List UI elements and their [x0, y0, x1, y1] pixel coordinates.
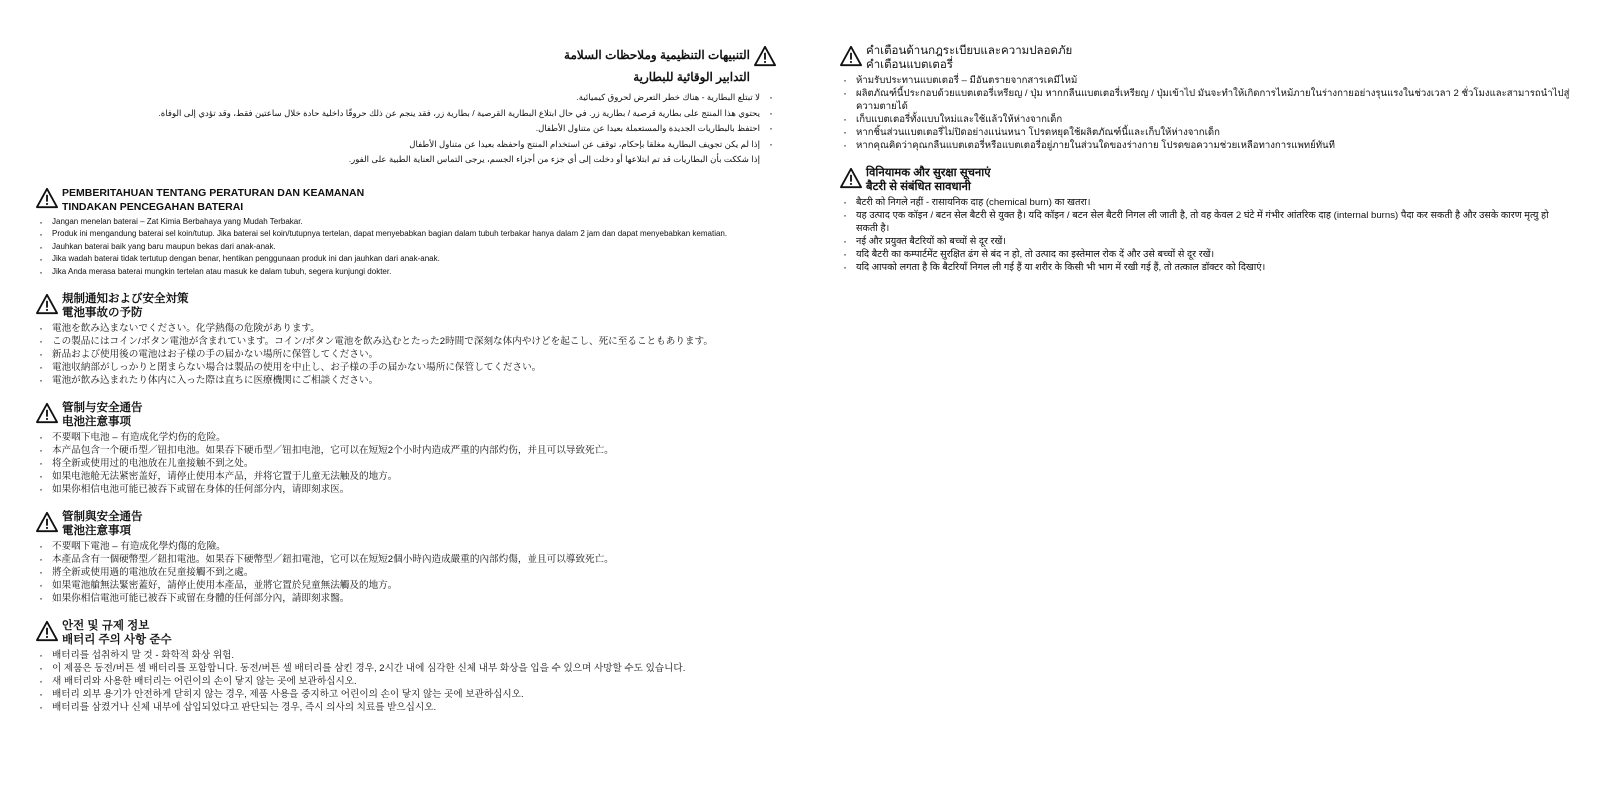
- bullet-list: [36, 90, 776, 168]
- bullet-list: [840, 74, 1570, 152]
- list-item: · यह उत्पाद एक कॉइन / बटन सेल बैटरी से युक्त है। यदि कॉइन / बटन सेल बैटरी निगल ली जाती है, तो वह केवल 2 घंटे में गंभीर आंतरिक दाह (internal burns) पैदा कर सकती है और उसके कारण मृत्यु हो सकती है।: [840, 209, 1570, 235]
- section-subtitle: 배터리 주의 사항 준수: [62, 634, 172, 646]
- section-japanese: [36, 292, 776, 387]
- section-header: [840, 44, 1570, 72]
- bullet-list: [36, 649, 776, 714]
- left-column: [36, 44, 776, 728]
- list-item: · 将全新或使用过的电池放在儿童接触不到之处。: [36, 457, 776, 470]
- section-title: 안전 및 규제 정보: [62, 620, 150, 632]
- list-item: إذا شككت بأن البطاريات قد تم ابتلاعها أو دخلت إلى أي جزء من أجزاء الجسم، يرجى التماس العناية الطبية على الفور.: [348, 154, 760, 165]
- list-item: · この製品にはコイン/ボタン電池が含まれています。コイン/ボタン電池を飲み込むとたった2時間で深刻な体内やけどを起こし、死に至ることもあります。: [36, 335, 776, 348]
- section-header: [36, 44, 776, 88]
- list-item: · 如果電池艙無法緊密蓋好，請停止使用本產品，並將它置於兒童無法觸及的地方。: [36, 579, 776, 592]
- list-item: · Jika Anda merasa baterai mungkin tertelan atau masuk ke dalam tubuh, segera kunjungi dokter.: [36, 266, 776, 278]
- section-title: คำเตือนด้านกฎระเบียบและความปลอดภัย: [866, 45, 1073, 57]
- section-header: [36, 619, 776, 647]
- list-item: · เก็บแบตเตอรี่ทั้งแบบใหม่และใช้แล้วให้ห่างจากเด็ก: [840, 113, 1570, 126]
- list-item: · Jangan menelan baterai – Zat Kimia Berbahaya yang Mudah Terbakar.: [36, 216, 776, 228]
- list-item: · หากคุณคิดว่าคุณกลืนแบตเตอรี่หรือแบตเตอรี่อยู่ภายในส่วนใดของร่างกาย โปรดขอความช่วยเหลือทางการแพทย์ทันที: [840, 139, 1570, 152]
- list-item: · 本產品含有一個硬幣型／鈕扣電池。如果吞下硬幣型／鈕扣電池，它可以在短短2個小時內造成嚴重的內部灼傷，並且可以導致死亡。: [36, 553, 776, 566]
- section-subtitle: 電池注意事項: [62, 525, 131, 537]
- list-item: · 이 제품은 동전/버튼 셀 배터리를 포함합니다. 동전/버튼 셀 배터리를 삼킨 경우, 2시간 내에 심각한 신체 내부 화상을 입을 수 있으며 사망할 수도 있습니다.: [36, 662, 776, 675]
- list-item: · 如果你相信電池可能已被吞下或留在身體的任何部分內，請即刻求醫。: [36, 592, 776, 605]
- section-thai: [840, 44, 1570, 152]
- section-korean: [36, 619, 776, 714]
- list-item: · 배터리를 섭취하지 말 것 - 화학적 화상 위험.: [36, 649, 776, 662]
- warning-triangle-icon: [36, 293, 58, 315]
- bullet-list: [36, 431, 776, 496]
- section-chinese-simplified: [36, 401, 776, 496]
- list-item: · หากชิ้นส่วนแบตเตอรี่ไม่ปิดอย่างแน่นหนา โปรดหยุดใช้ผลิตภัณฑ์นี้และเก็บให้ห่างจากเด็ก: [840, 126, 1570, 139]
- section-title: التنبيهات التنظيمية وملاحظات السلامة: [564, 48, 750, 62]
- warning-triangle-icon: [36, 511, 58, 533]
- section-subtitle: คำเตือนแบตเตอรี่: [866, 59, 953, 71]
- list-item: · 배터리를 삼켰거나 신체 내부에 삽입되었다고 판단되는 경우, 즉시 의사의 치료를 받으십시오.: [36, 701, 776, 714]
- list-item: · Produk ini mengandung baterai sel koin/tutup. Jika baterai sel koin/tutupnya tertelan, dapat menyebabkan bagian dalam tubuh terbakar hanya dalam 2 jam dan dapat menyebabkan kematian.: [36, 228, 776, 240]
- list-item: · 如果你相信电池可能已被吞下或留在身体的任何部分内，请即刻求医。: [36, 483, 776, 496]
- section-subtitle: التدابير الوقائية للبطارية: [633, 70, 750, 84]
- section-indonesian: [36, 186, 776, 278]
- list-item: · नई और प्रयुक्त बैटरियों को बच्चों से दूर रखें।: [840, 235, 1570, 248]
- section-hindi: [840, 166, 1570, 274]
- list-item: · 不要咽下电池 – 有造成化学灼伤的危险。: [36, 431, 776, 444]
- right-column: [840, 44, 1570, 288]
- warning-triangle-icon: [36, 187, 58, 209]
- bullet-list: [36, 322, 776, 387]
- bullet-list: [36, 540, 776, 605]
- list-item: · 將全新或使用過的電池放在兒童接觸不到之處。: [36, 566, 776, 579]
- section-title: 管制與安全通告: [62, 511, 143, 523]
- warning-triangle-icon: [754, 45, 776, 67]
- section-arabic: [36, 44, 776, 168]
- list-item: · बैटरी को निगले नहीं - रासायनिक दाह (chemical burn) का खतरा।: [840, 196, 1570, 209]
- list-item: · ผลิตภัณฑ์นี้ประกอบด้วยแบตเตอรี่เหรียญ / ปุ่ม หากกลืนแบตเตอรี่เหรียญ / ปุ่มเข้าไป มันจะทำให้เกิดการไหม้ภายในร่างกายอย่างรุนแรงในช่วงเวลา 2 ชั่วโมงและสามารถนำไปสู่ความตายได้: [840, 87, 1570, 113]
- list-item: · 배터리 외부 용기가 안전하게 닫히지 않는 경우, 제품 사용을 중지하고 어린이의 손이 닿지 않는 곳에 보관하십시오.: [36, 688, 776, 701]
- section-subtitle: TINDAKAN PENCEGAHAN BATERAI: [62, 200, 244, 213]
- warning-triangle-icon: [840, 45, 862, 67]
- section-header: [36, 186, 776, 214]
- section-header: [36, 510, 776, 538]
- list-item: · إذا لم يكن تجويف البطارية مغلقا بإحكام، توقف عن استخدام المنتج واحفظه بعيدا عن متناول الأطفال: [36, 137, 776, 153]
- section-title: विनियामक और सुरक्षा सूचनाएं: [866, 167, 991, 179]
- list-item: · यदि आपको लगता है कि बैटरियाँ निगल ली गई हैं या शरीर के किसी भी भाग में रखी गई हैं, तो तत्काल डॉक्टर को दिखाएं।: [840, 261, 1570, 274]
- list-item: · 電池が飲み込まれたり体内に入った際は直ちに医療機関にご相談ください。: [36, 374, 776, 387]
- list-item: · احتفظ بالبطاريات الجديدة والمستعملة بعيدا عن متناول الأطفال.: [36, 121, 776, 137]
- list-item: · ห้ามรับประทานแบตเตอรี่ – มีอันตรายจากสารเคมีไหม้: [840, 74, 1570, 87]
- list-item: · Jika wadah baterai tidak tertutup dengan benar, hentikan penggunaan produk ini dan jauhkan dari anak-anak.: [36, 253, 776, 265]
- list-item: · 새 배터리와 사용한 배터리는 어린이의 손이 닿지 않는 곳에 보관하십시오.: [36, 675, 776, 688]
- section-header: [840, 166, 1570, 194]
- list-item: · 新品および使用後の電池はお子様の手の届かない場所に保管してください。: [36, 348, 776, 361]
- list-item: · 電池収納部がしっかりと閉まらない場合は製品の使用を中止し、お子様の手の届かない場所に保管してください。: [36, 361, 776, 374]
- list-item: · 如果电池舱无法紧密盖好，请停止使用本产品，并将它置于儿童无法触及的地方。: [36, 470, 776, 483]
- section-header: [36, 292, 776, 320]
- section-subtitle: बैटरी से संबंधित सावधानी: [866, 181, 971, 193]
- section-title: 規制通知および安全対策: [62, 293, 189, 305]
- warning-triangle-icon: [36, 620, 58, 642]
- section-title: 管制与安全通告: [62, 402, 143, 414]
- warning-triangle-icon: [840, 167, 862, 189]
- list-item: · Jauhkan baterai baik yang baru maupun bekas dari anak-anak.: [36, 241, 776, 253]
- warning-triangle-icon: [36, 402, 58, 424]
- section-title: PEMBERITAHUAN TENTANG PERATURAN DAN KEAMANAN: [62, 186, 365, 199]
- section-subtitle: 电池注意事项: [62, 416, 131, 428]
- list-item: · يحتوي هذا المنتج على بطارية قرصية / بطارية زر. في حال ابتلاع البطارية القرصية / بطارية زر، فقد ينجم عن ذلك حروقًا داخلية حادة خلال ساعتين فقط، وقد تؤدي إلى الوفاة.: [36, 106, 776, 122]
- list-item: · यदि बैटरी का कम्पार्टमेंट सुरक्षित ढंग से बंद न हो, तो उत्पाद का इस्तेमाल रोक दें और उसे बच्चों से दूर रखें।: [840, 248, 1570, 261]
- section-subtitle: 電池事故の予防: [62, 307, 143, 319]
- section-chinese-traditional: [36, 510, 776, 605]
- list-item: · 不要咽下電池 – 有造成化學灼傷的危險。: [36, 540, 776, 553]
- list-item: · لا تبتلع البطارية - هناك خطر التعرض لحروق كيميائية.: [36, 90, 776, 106]
- list-item: · 本产品包含一个硬币型／钮扣电池。如果吞下硬币型／钮扣电池，它可以在短短2个小时内造成严重的内部灼伤，并且可以导致死亡。: [36, 444, 776, 457]
- bullet-list: [36, 216, 776, 278]
- list-item: · 電池を飲み込まないでください。化学熱傷の危険があります。: [36, 322, 776, 335]
- bullet-list: [840, 196, 1570, 274]
- section-header: [36, 401, 776, 429]
